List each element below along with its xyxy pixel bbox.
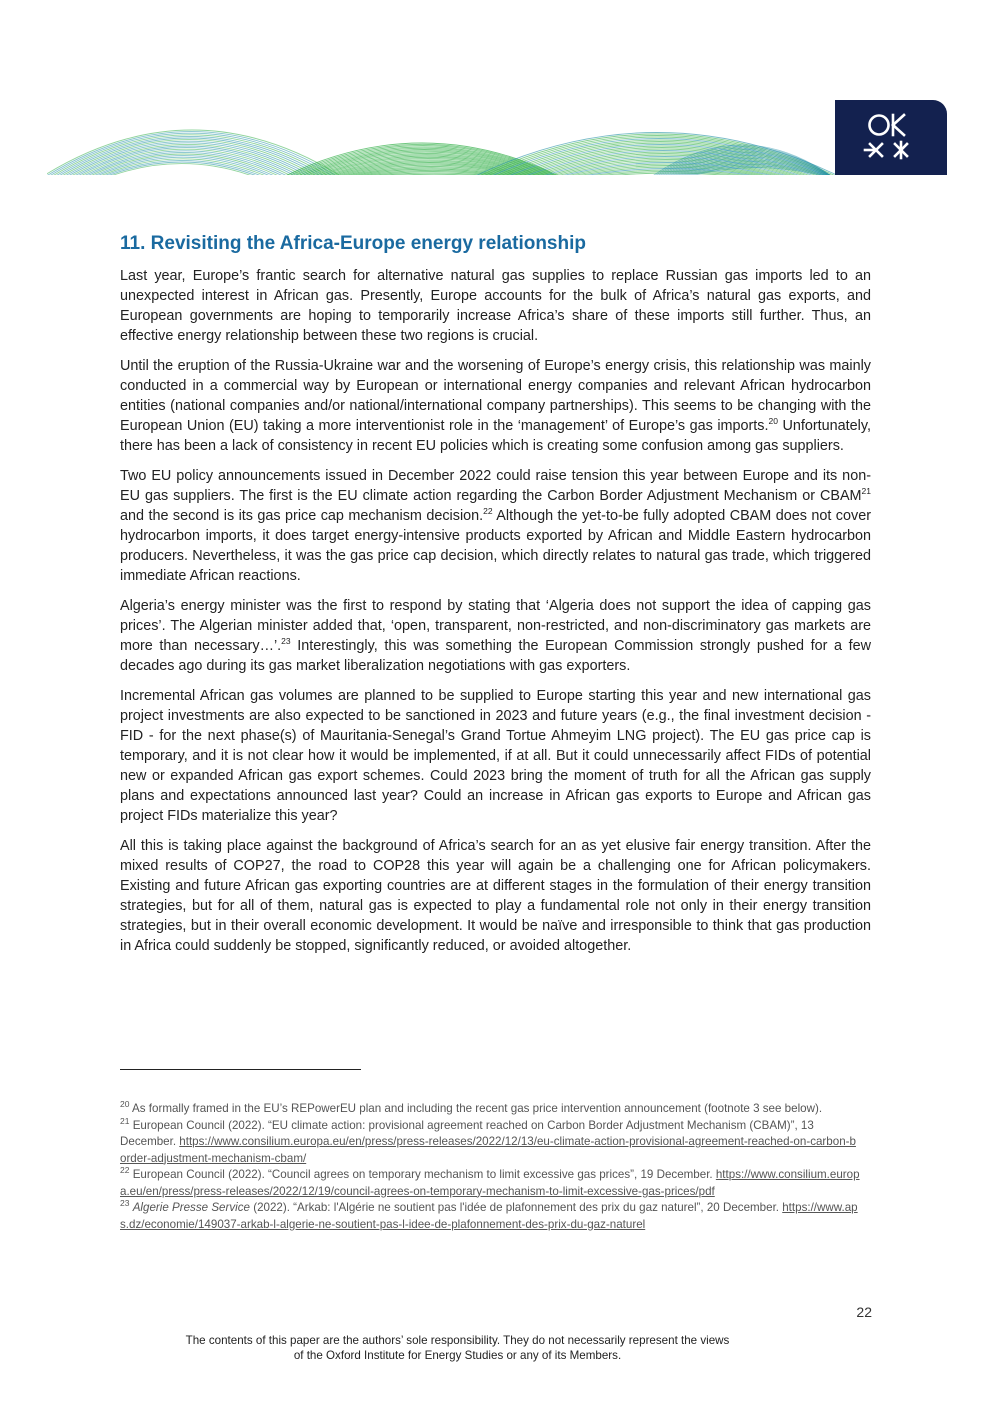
oies-logo-icon xyxy=(835,100,947,175)
footnote: $^{23}$ Algerie Presse Service (2022). “Arkab: l'Algérie ne soutient pas l'idée de plafonnement des prix du gaz naturel”, 20 December. https://www.aps.dz/economie/149037-arkab-l-algerie-ne-soutient-pas-l-idee-de-plafonnement-des-prix-du-gaz-naturel xyxy=(120,1198,858,1231)
footnote: $^{21}$ European Council (2022). “EU climate action: provisional agreement reached on Carbon Border Adjustment Mechanism (CBAM)”, 13 December. https://www.consilium.europa.eu/en/press/press-releases/2022/12/13/eu-climate-action-provisional-agreement-reached-on-carbon-border-adjustment-mechanism-cbam/ xyxy=(120,1115,856,1165)
footnote-divider xyxy=(120,1069,361,1070)
footnote: $^{22}$ European Council (2022). “Council agrees on temporary mechanism to limit excessive gas prices”, 19 December. https://www.consilium.europa.eu/en/press/press-releases/2022/12/19/council-agrees-on-temporary-mechanism-to-limit-excessive-gas-prices/pdf xyxy=(120,1165,860,1198)
page-number: 22 xyxy=(856,1304,872,1320)
footnote-ref[interactable]: 22 xyxy=(483,506,493,517)
footnote-ref[interactable]: 23 xyxy=(281,636,291,647)
footnotes xyxy=(120,1101,860,1233)
footnote-ref[interactable]: 21 xyxy=(861,486,871,497)
paragraph: Last year, Europe’s frantic search for alternative natural gas supplies to replace Russian gas imports led to an unexpected interest in African gas. Presently, Europe accounts for the bulk of Africa’s natural gas exports, and European governments are hoping to temporarily increase Africa’s share of these imports still further. Thus, an effective energy relationship between these two regions is crucial. xyxy=(120,268,871,344)
body-text xyxy=(120,266,871,966)
footnote-link[interactable]: https://www.aps.dz/economie/149037-arkab-l-algerie-ne-soutient-pas-l-idee-de-plafonnement-des-prix-du-gaz-naturel xyxy=(120,1201,858,1231)
paragraph: Two EU policy announcements issued in December 2022 could raise tension this year between Europe and its non-EU gas suppliers. The first is the EU climate action regarding the Carbon Border Adjustment Mechanism or CBAM$^{21}$ and the second is its gas price cap mechanism decision.$^{22}$ Although the yet-to-be fully adopted CBAM does not cover hydrocarbon imports, it does target energy-intensive products exported by African and Middle Eastern hydrocarbon producers. Nevertheless, it was the gas price cap decision, which directly relates to natural gas trade, which triggered immediate African reactions. xyxy=(120,468,871,584)
paragraph: Incremental African gas volumes are planned to be supplied to Europe starting this year and new international gas project investments are also expected to be sanctioned in 2023 and future years (e.g., the final investment decision - FID - for the next phase(s) of Mauritania-Senegal’s Grand Tortue Ahmeyim LNG project). The EU gas price cap is temporary, and it is not clear how it would be implemented, if at all. But it could unnecessarily affect FIDs of potential new or expanded African gas export schemes. Could 2023 bring the moment of truth for all the African gas supply plans and expectations announced last year? Could an increase in African gas exports to Europe and African gas project FIDs materialize this year? xyxy=(120,688,871,824)
paragraph: Until the eruption of the Russia-Ukraine war and the worsening of Europe’s energy crisis, this relationship was mainly conducted in a commercial way by European or international energy companies and relevant African hydrocarbon entities (national companies and/or national/international company partnerships). This seems to be changing with the European Union (EU) taking a more interventionist role in the ‘management’ of Europe’s gas imports.$^{20}$ Unfortunately, there has been a lack of consistency in recent EU policies which is creating some confusion among gas suppliers. xyxy=(120,358,871,454)
section-title: Revisiting the Africa-Europe energy relationship xyxy=(150,233,586,254)
footnote: $^{20}$ As formally framed in the EU’s REPowerEU plan and including the recent gas price intervention announcement (footnote 3 see below). xyxy=(120,1099,823,1115)
footnote-ref[interactable]: 20 xyxy=(768,416,778,427)
paragraph: Algeria’s energy minister was the first to respond by stating that ‘Algeria does not support the idea of capping gas prices’. The Algerian minister added that, ‘open, transparent, non-restricted, and non-discriminatory gas markets are more than necessary…’.$^{23}$ Interestingly, this was something the European Commission strongly pushed for a few decades ago during its gas market liberalization negotiations with gas exporters. xyxy=(120,598,871,674)
footnote-link[interactable]: https://www.consilium.europa.eu/en/press/press-releases/2022/12/19/council-agrees-on-temporary-mechanism-to-limit-excessive-gas-prices/pdf xyxy=(120,1168,860,1198)
paragraph: All this is taking place against the background of Africa’s search for an as yet elusive fair energy transition. After the mixed results of COP27, the road to COP28 this year will again be a challenging one for African policymakers. Existing and future African gas exporting countries are at different stages in the formulation of their energy transition strategies, but for all of them, natural gas is expected to play a fundamental role not only in their energy transition strategies, but in their overall economic development. It would be naïve and irresponsible to think that gas production in Africa could suddenly be stopped, significantly reduced, or avoided altogether. xyxy=(120,838,871,954)
green-wave-lines-banner xyxy=(47,100,947,175)
footnote-link[interactable]: https://www.consilium.europa.eu/en/press/press-releases/2022/12/13/eu-climate-action-provisional-agreement-reached-on-carbon-border-adjustment-mechanism-cbam/ xyxy=(120,1135,856,1165)
section-heading xyxy=(120,233,586,255)
section-number: 11. xyxy=(120,233,146,254)
disclaimer: The contents of this paper are the authors’ sole responsibility. They do not necessarily represent the views of the Oxford Institute for Energy Studies or any of its Members. xyxy=(185,1334,730,1362)
